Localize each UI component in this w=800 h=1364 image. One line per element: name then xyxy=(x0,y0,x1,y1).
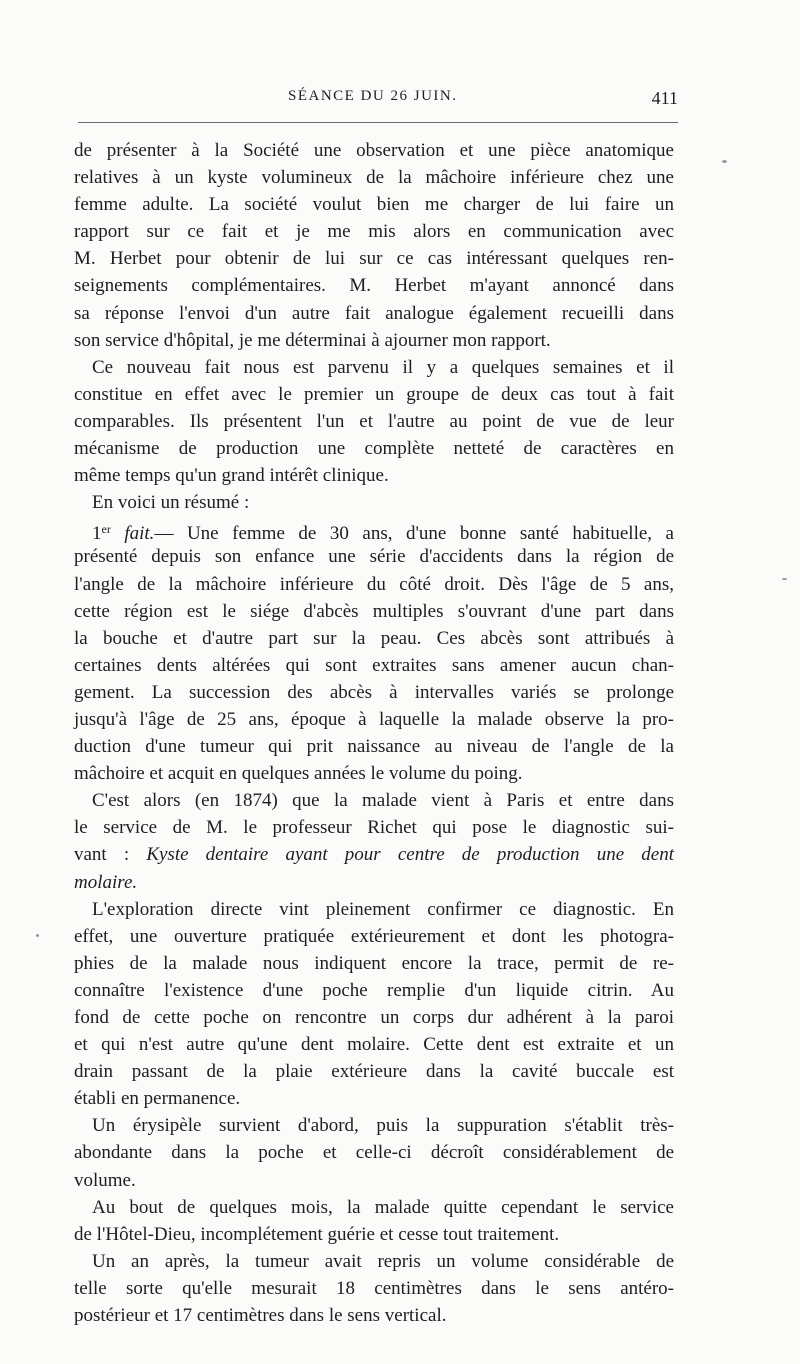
line-text: et qui n'est autre qu'une dent molaire. Cette dent est extraite et un xyxy=(74,1034,674,1056)
line-text: Ce nouveau fait nous est parvenu il y a quelques semaines et il xyxy=(92,356,674,378)
text-line xyxy=(74,435,674,462)
line-text: rapport sur ce fait et je me mis alors en communication avec xyxy=(74,221,674,243)
text-line xyxy=(74,598,674,625)
line-text: Kyste dentaire ayant pour centre de production une dent xyxy=(146,844,674,866)
text-line xyxy=(74,814,674,841)
line-text: seignements complémentaires. M. Herbet m'ayant annoncé dans xyxy=(74,275,674,297)
text-line xyxy=(74,977,674,1004)
line-text: effet, une ouverture pratiquée extérieurement et dont les photogra- xyxy=(74,925,674,947)
line-text: sa réponse l'envoi d'un autre fait analogue également recueilli dans xyxy=(74,302,674,324)
text-line xyxy=(74,191,674,218)
running-head-title: SÉANCE DU 26 JUIN. xyxy=(288,88,458,104)
text-line xyxy=(74,1004,674,1031)
text-line xyxy=(74,841,674,868)
text-line xyxy=(74,1275,674,1302)
fact-number: 1 xyxy=(92,523,102,545)
text-line xyxy=(74,787,674,814)
text-line xyxy=(74,1167,674,1194)
line-text: L'exploration directe vint pleinement confirmer ce diagnostic. En xyxy=(92,898,674,920)
line-text: l'angle de la mâchoire inférieure du côté droit. Dès l'âge de 5 ans, xyxy=(74,573,674,595)
line-text: son service d'hôpital, je me déterminai à ajourner mon rapport. xyxy=(74,329,551,351)
line-text: fond de cette poche on rencontre un corps dur adhérent à la paroi xyxy=(74,1007,674,1028)
fact-label: fait. xyxy=(110,523,155,545)
text-line xyxy=(74,1139,674,1166)
line-text: telle sorte qu'elle mesurait 18 centimètres dans le sens antéro- xyxy=(74,1277,674,1299)
text-line xyxy=(74,327,674,354)
text-line xyxy=(74,1112,674,1139)
line-text: jusqu'à l'âge de 25 ans, époque à laquelle la malade observe la pro- xyxy=(74,708,674,730)
text-line xyxy=(74,1194,674,1221)
paper-speck xyxy=(782,578,787,580)
text-line xyxy=(74,1248,674,1275)
text-line xyxy=(74,218,674,245)
line-text: molaire. xyxy=(74,871,138,893)
line-text: le service de M. le professeur Richet qui pose le diagnostic sui- xyxy=(74,817,674,839)
text-line xyxy=(74,625,674,652)
text-line xyxy=(74,543,674,570)
running-head xyxy=(78,88,678,112)
text-line xyxy=(74,706,674,733)
line-text: En voici un résumé : xyxy=(92,492,250,514)
line-text: gement. La succession des abcès à intervalles variés se prolonge xyxy=(74,681,674,703)
line-text: cette région est le siége d'abcès multiples s'ouvrant d'une part dans xyxy=(74,600,674,622)
line-text: M. Herbet pour obtenir de lui sur ce cas intéressant quelques ren- xyxy=(74,248,674,270)
line-text: abondante dans la poche et celle-ci décroît considérablement de xyxy=(74,1142,674,1164)
text-line xyxy=(74,1058,674,1085)
line-text: mécanisme de production une complète netteté de caractères en xyxy=(74,438,674,460)
text-line xyxy=(74,164,674,191)
line-text: C'est alors (en 1874) que la malade vient à Paris et entre dans xyxy=(92,790,674,812)
text-line xyxy=(74,300,674,327)
text-line xyxy=(74,137,674,164)
text-line xyxy=(74,652,674,679)
line-text: mâchoire et acquit en quelques années le volume du poing. xyxy=(74,763,523,785)
line-text: femme adulte. La société voulut bien me charger de lui faire un xyxy=(74,194,674,216)
line-text: postérieur et 17 centimètres dans le sens vertical. xyxy=(74,1305,447,1327)
text-line xyxy=(74,408,674,435)
line-text: comparables. Ils présentent l'un et l'autre au point de vue de leur xyxy=(74,410,674,432)
line-text: de l'Hôtel-Dieu, incomplétement guérie et cesse tout traitement. xyxy=(74,1223,560,1245)
line-text: constitue en effet avec le premier un groupe de deux cas tout à fait xyxy=(74,383,674,405)
line-text: Un érysipèle survient d'abord, puis la suppuration s'établit très- xyxy=(92,1115,674,1137)
text-line xyxy=(74,462,674,489)
line-text: relatives à un kyste volumineux de la mâchoire inférieure chez une xyxy=(74,167,674,189)
line-text: drain passant de la plaie extérieure dans la cavité buccale est xyxy=(74,1061,674,1083)
paper-speck xyxy=(722,160,727,163)
text-line xyxy=(74,381,674,408)
page-number: 411 xyxy=(651,88,678,108)
text-line xyxy=(74,679,674,706)
line-text: connaître l'existence d'une poche remplie d'un liquide citrin. Au xyxy=(74,979,674,1001)
line-text: phies de la malade nous indiquent encore la trace, permit de re- xyxy=(74,952,674,974)
text-line xyxy=(74,1031,674,1058)
line-text: établi en permanence. xyxy=(74,1088,241,1110)
line-text: Un an après, la tumeur avait repris un volume considérable de xyxy=(92,1250,674,1272)
text-line xyxy=(74,923,674,950)
text-line xyxy=(74,272,674,299)
fact-ordinal-sup: er xyxy=(101,522,111,537)
line-text: volume. xyxy=(74,1169,136,1191)
line-text: duction d'une tumeur qui prit naissance au niveau de l'angle de la xyxy=(74,736,674,758)
text-line xyxy=(74,571,674,598)
text-line xyxy=(74,354,674,381)
text-line xyxy=(74,1085,674,1112)
line-text: — Une femme de 30 ans, d'une bonne santé habituelle, a xyxy=(154,523,674,545)
line-text: certaines dents altérées qui sont extraites sans amener aucun chan- xyxy=(74,654,674,676)
line-text: Au bout de quelques mois, la malade quitte cependant le service xyxy=(92,1196,674,1218)
line-text: de présenter à la Société une observation et une pièce anatomique xyxy=(74,140,674,161)
text-segment: vant : xyxy=(74,844,147,866)
text-line xyxy=(74,760,674,787)
line-text: la bouche et d'autre part sur la peau. Ces abcès sont attribués à xyxy=(74,627,674,649)
text-line xyxy=(74,896,674,923)
paper-speck xyxy=(36,934,39,937)
line-text: même temps qu'un grand intérêt clinique. xyxy=(74,465,389,487)
text-line xyxy=(74,489,674,516)
text-line xyxy=(74,245,674,272)
text-line xyxy=(74,1302,674,1329)
text-line xyxy=(74,733,674,760)
text-line xyxy=(74,1221,674,1248)
text-line xyxy=(74,869,674,896)
text-line xyxy=(74,516,674,543)
text-line xyxy=(74,950,674,977)
header-rule xyxy=(78,122,678,123)
body-text xyxy=(74,137,674,1329)
line-text: présenté depuis son enfance une série d'accidents dans la région de xyxy=(74,546,674,568)
